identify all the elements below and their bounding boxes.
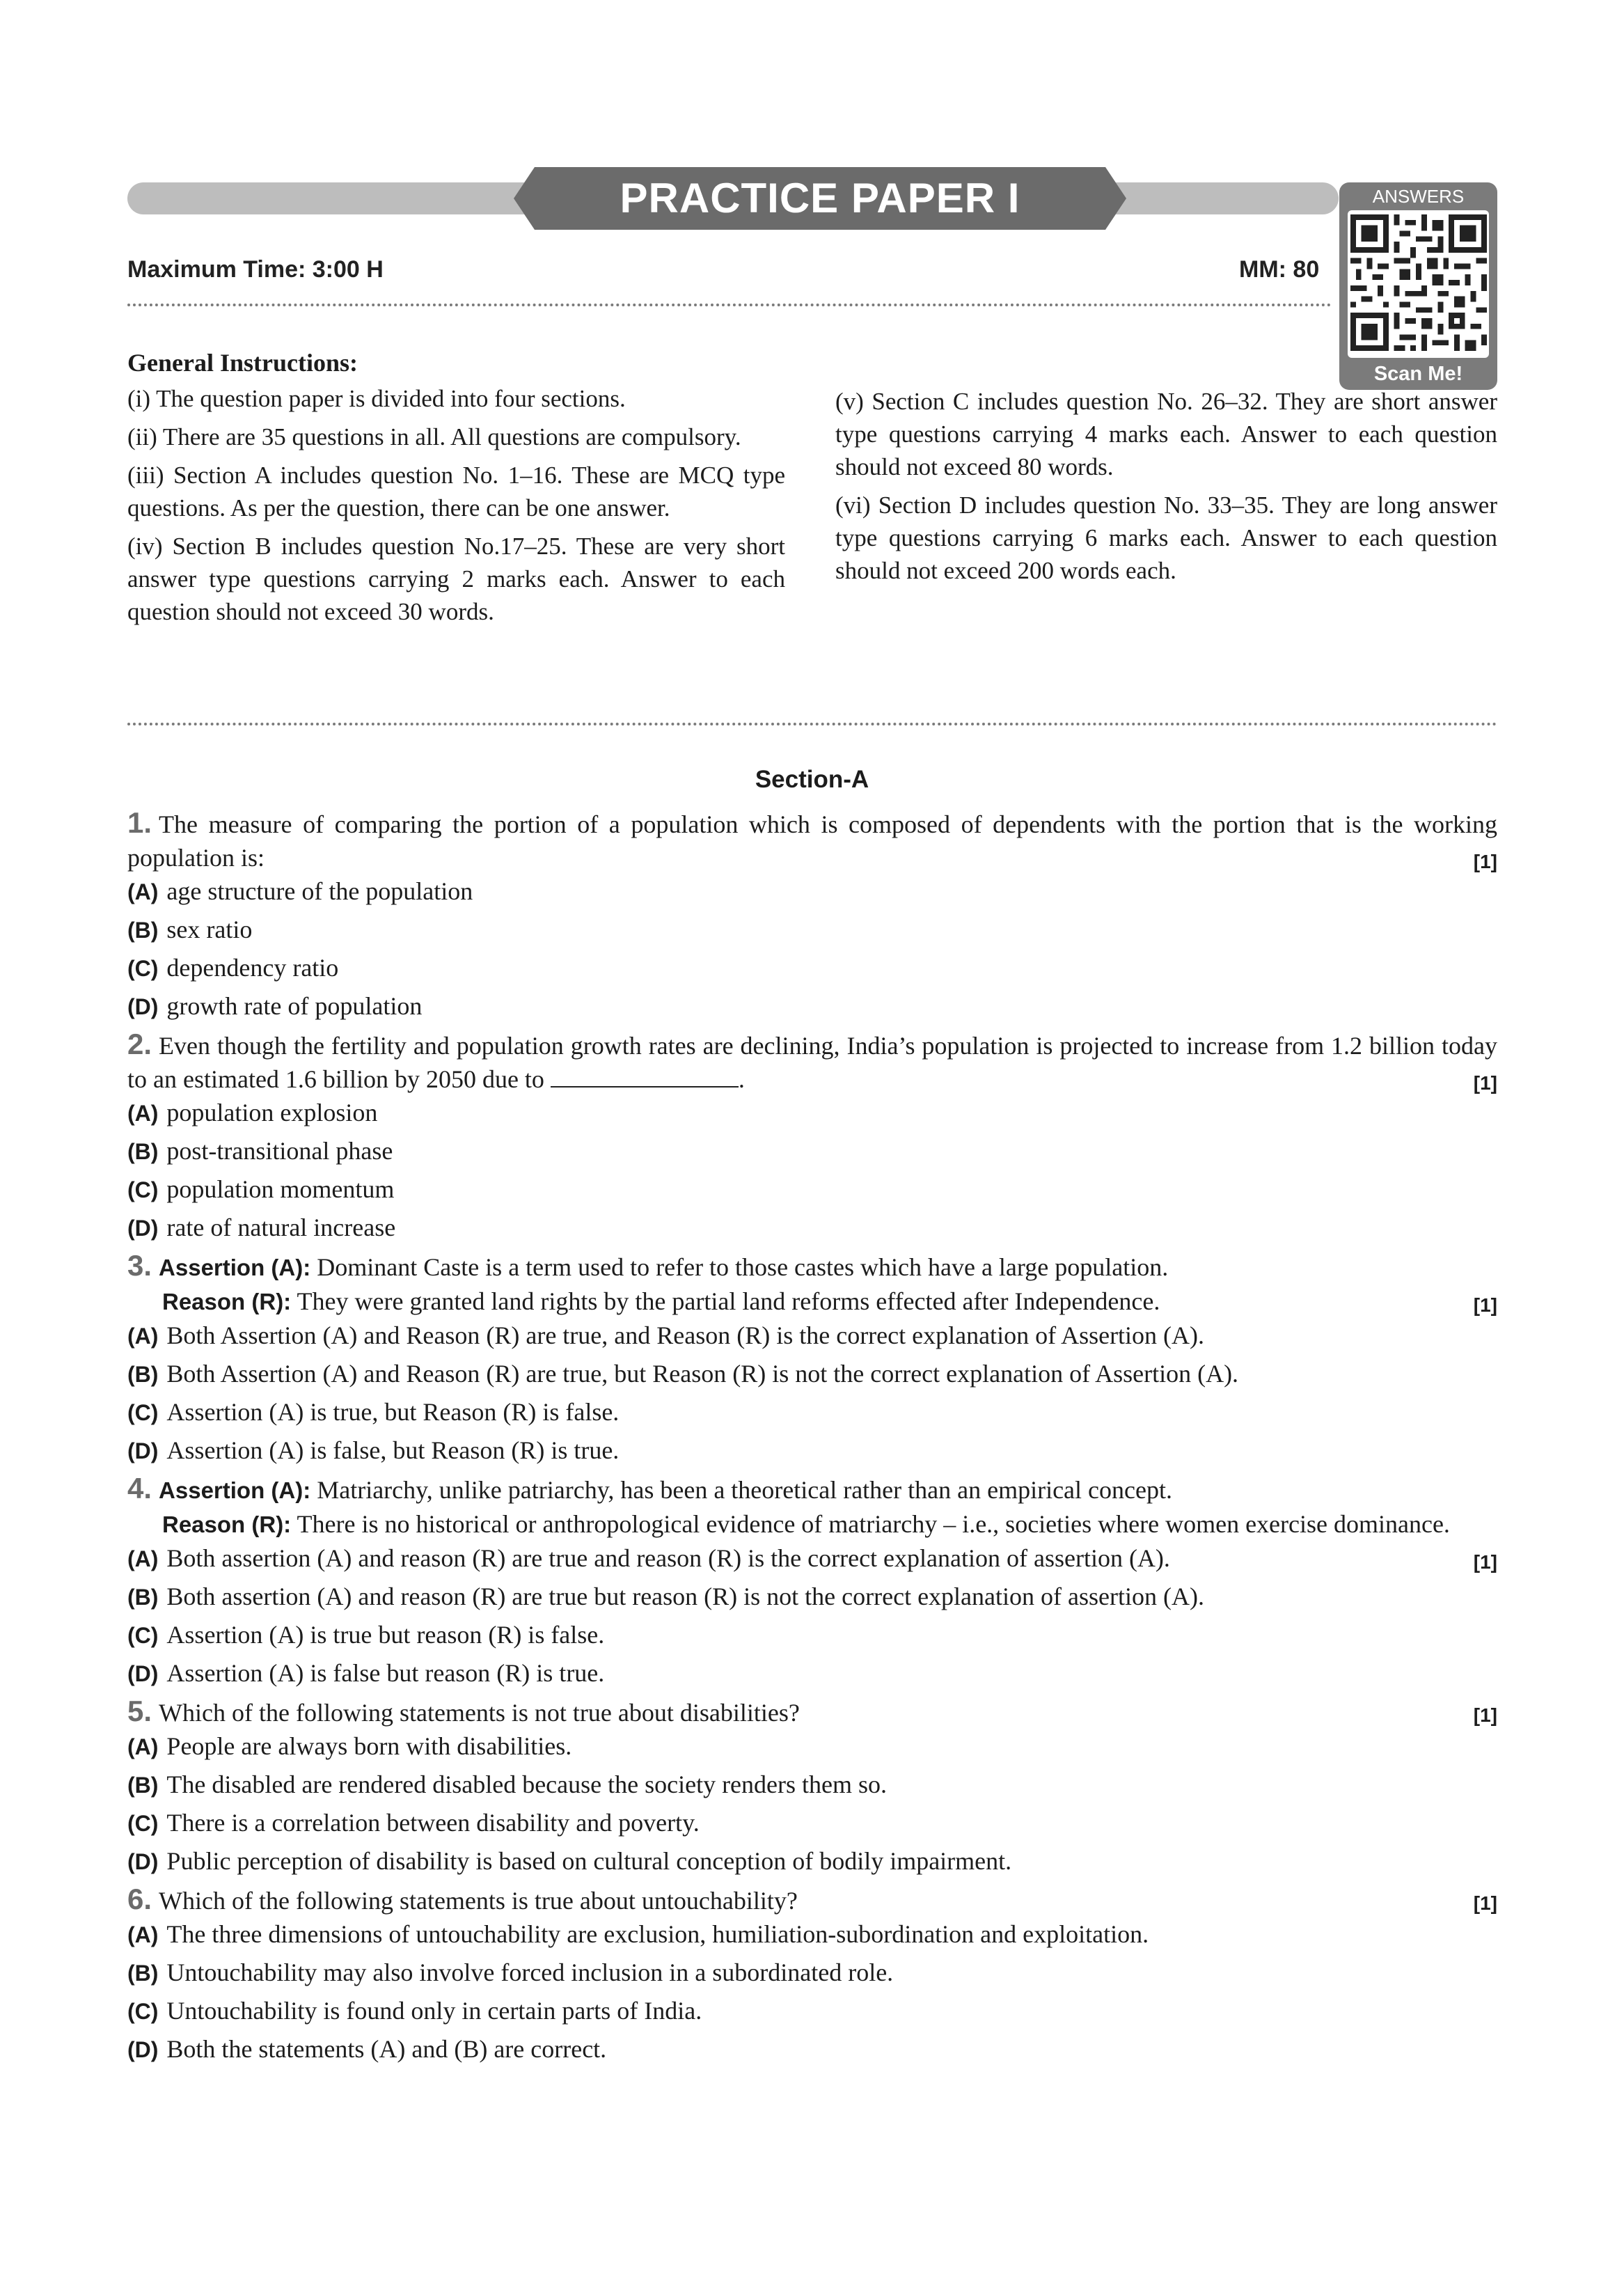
question-4 <box>127 1472 1497 1690</box>
question-number: 4. <box>127 1472 152 1505</box>
assertion-text: Matriarchy, unlike patriarchy, has been a theoretical rather than an empirical concept. <box>317 1476 1172 1504</box>
question-number: 2. <box>127 1028 152 1060</box>
question-text: The measure of comparing the portion of a population which is composed of dependents with the portion that is the working population is: <box>127 810 1497 872</box>
instruction-item: (vi) Section D includes question No. 33–35. They are long answer type questions carrying 6 marks each. Answer to each question should not exceed 200 words each. <box>835 492 1497 584</box>
option-a[interactable]: (A) age structure of the population <box>127 877 473 905</box>
assertion-text: Dominant Caste is a term used to refer to those castes which have a large population. <box>317 1253 1169 1281</box>
instructions-right <box>835 385 1497 592</box>
option-a[interactable]: (A) Both assertion (A) and reason (R) are true and reason (R) is the correct explanation of assertion (A). <box>127 1544 1170 1572</box>
option-b[interactable]: (B) Both Assertion (A) and Reason (R) are true, but Reason (R) is not the correct explanation of Assertion (A). <box>127 1360 1239 1388</box>
marks-badge: [1] <box>1473 1551 1497 1573</box>
option-b[interactable]: (B) The disabled are rendered disabled because the society renders them so. <box>127 1770 887 1798</box>
instruction-item: (ii) There are 35 questions in all. All questions are compulsory. <box>127 423 741 450</box>
option-c[interactable]: (C) Untouchability is found only in certain parts of India. <box>127 1997 702 2025</box>
assertion-label: Assertion (A): <box>159 1255 311 1280</box>
header-divider <box>127 304 1332 306</box>
qr-code-icon[interactable] <box>1348 210 1489 358</box>
instruction-item: (iv) Section B includes question No.17–25. These are very short answer type questions carrying 2 marks each. Answer to each question should not exceed 30 words. <box>127 533 785 625</box>
option-d[interactable]: (D) Public perception of disability is based on cultural conception of bodily impairment. <box>127 1847 1012 1875</box>
answers-qr-box[interactable] <box>1339 182 1497 390</box>
option-b[interactable]: (B) sex ratio <box>127 916 253 943</box>
question-5 <box>127 1695 1497 1878</box>
marks-badge: [1] <box>1473 1072 1497 1094</box>
option-d[interactable]: (D) Assertion (A) is false, but Reason (R) is true. <box>127 1436 620 1464</box>
instructions-divider <box>127 723 1497 725</box>
page-title: PRACTICE PAPER I <box>620 175 1020 221</box>
option-d[interactable]: (D) growth rate of population <box>127 992 423 1020</box>
max-marks: MM: 80 <box>1239 256 1320 283</box>
question-6 <box>127 1883 1497 2066</box>
option-a[interactable]: (A) People are always born with disabilities. <box>127 1732 572 1760</box>
option-c[interactable]: (C) population momentum <box>127 1175 395 1203</box>
question-2: 2. Even though the fertility and population growth rates are declining, India’s population is projected to increase from 1.2 billion today to an estimated 1.6 billion by 2050 due to . [1] (A) population explosion (B) post-transitional phase (C) population momentum (D) rate of natural increase <box>127 1028 1497 1245</box>
marks-badge: [1] <box>1473 1892 1497 1914</box>
option-c[interactable]: (C) There is a correlation between disability and poverty. <box>127 1809 700 1837</box>
instruction-item: (i) The question paper is divided into four sections. <box>127 385 626 412</box>
option-d[interactable]: (D) Both the statements (A) and (B) are correct. <box>127 2035 607 2063</box>
max-time: Maximum Time: 3:00 H <box>127 256 384 283</box>
reason-text: They were granted land rights by the partial land reforms effected after Independence. <box>297 1287 1160 1315</box>
marks-badge: [1] <box>1473 1704 1497 1726</box>
reason-label: Reason (R): <box>162 1511 292 1537</box>
option-b[interactable]: (B) Untouchability may also involve forced inclusion in a subordinated role. <box>127 1958 894 1986</box>
instruction-item: (v) Section C includes question No. 26–32. They are short answer type questions carrying 4 marks each. Answer to each question should not exceed 80 words. <box>835 388 1497 480</box>
section-title: Section-A <box>755 766 869 793</box>
instructions-title: General Instructions: <box>127 349 358 377</box>
option-d[interactable]: (D) Assertion (A) is false but reason (R) is true. <box>127 1659 605 1687</box>
question-number: 5. <box>127 1695 152 1727</box>
question-number: 6. <box>127 1883 152 1915</box>
assertion-label: Assertion (A): <box>159 1477 311 1503</box>
question-text: Which of the following statements is true about untouchability? <box>159 1887 798 1915</box>
question-list <box>127 806 1497 2071</box>
marks-badge: [1] <box>1473 851 1497 872</box>
reason-label: Reason (R): <box>162 1289 292 1314</box>
question-1 <box>127 806 1497 1023</box>
question-3 <box>127 1249 1497 1468</box>
option-a[interactable]: (A) population explosion <box>127 1099 378 1126</box>
instructions-left <box>127 347 785 634</box>
question-number: 1. <box>127 806 152 839</box>
header-banner <box>127 167 1339 237</box>
option-a[interactable]: (A) Both Assertion (A) and Reason (R) are true, and Reason (R) is the correct explanation of Assertion (A). <box>127 1321 1205 1349</box>
question-text: Even though the fertility and population growth rates are declining, India’s population is projected to increase from 1.2 billion today to an estimated 1.6 billion by 2050 due to <box>127 1032 1497 1093</box>
question-number: 3. <box>127 1249 152 1282</box>
question-text: Which of the following statements is not true about disabilities? <box>159 1699 800 1727</box>
option-d[interactable]: (D) rate of natural increase <box>127 1214 396 1241</box>
fill-blank[interactable] <box>551 1062 739 1087</box>
instruction-item: (iii) Section A includes question No. 1–16. These are MCQ type questions. As per the question, there can be one answer. <box>127 462 785 521</box>
option-b[interactable]: (B) post-transitional phase <box>127 1137 393 1165</box>
option-c[interactable]: (C) Assertion (A) is true, but Reason (R) is false. <box>127 1398 620 1426</box>
qr-top-label: ANSWERS <box>1372 186 1465 207</box>
marks-badge: [1] <box>1473 1294 1497 1316</box>
option-c[interactable]: (C) Assertion (A) is true but reason (R) is false. <box>127 1621 605 1649</box>
reason-text: There is no historical or anthropological evidence of matriarchy – i.e., societies where women exercise dominance. <box>297 1510 1450 1538</box>
qr-scan-label: Scan Me! <box>1373 363 1463 385</box>
option-b[interactable]: (B) Both assertion (A) and reason (R) are true but reason (R) is not the correct explanation of assertion (A). <box>127 1583 1204 1610</box>
option-a[interactable]: (A) The three dimensions of untouchability are exclusion, humiliation-subordination and exploitation. <box>127 1920 1149 1948</box>
option-c[interactable]: (C) dependency ratio <box>127 954 339 982</box>
